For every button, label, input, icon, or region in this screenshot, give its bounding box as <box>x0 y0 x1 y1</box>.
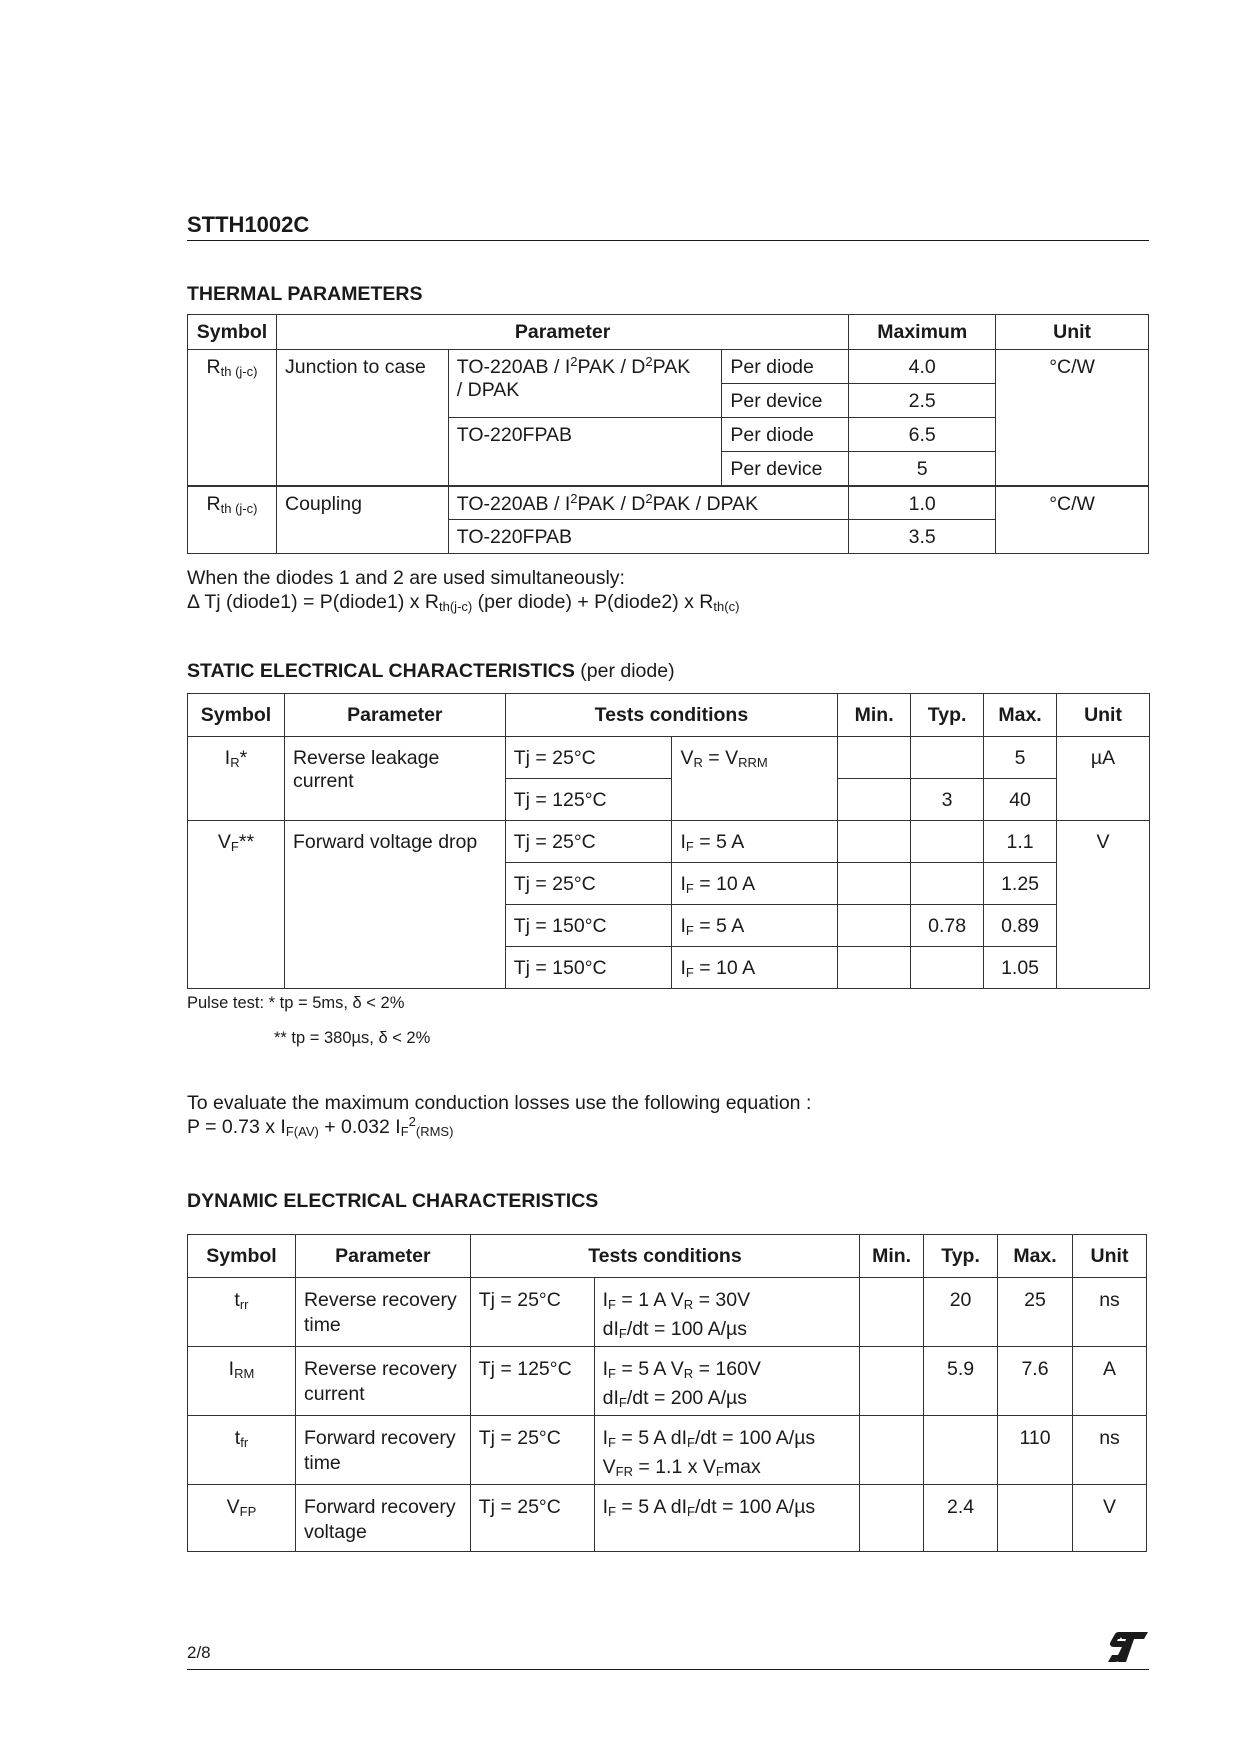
max-value: 4.0 <box>849 350 996 384</box>
if-condition: $I_F = 10$ A <box>672 947 838 989</box>
min-cell <box>860 1416 924 1485</box>
min-cell <box>838 947 911 989</box>
title-rule <box>187 240 1149 241</box>
header-max: Max. <box>984 694 1057 737</box>
tj-cell: Tj = 25°C <box>505 737 672 779</box>
param-coupling: Coupling <box>276 486 448 554</box>
symbol-trr: $t_{rr}$ <box>188 1278 296 1347</box>
tj-cell: Tj = 25°C <box>470 1278 594 1347</box>
header-typ: Typ. <box>924 1235 998 1278</box>
table-header-row <box>188 315 1149 350</box>
header-symbol: Symbol <box>188 694 285 737</box>
header-typ: Typ. <box>911 694 984 737</box>
page-number: 2/8 <box>187 1643 211 1662</box>
table-row <box>188 1485 1147 1552</box>
table-row <box>188 1278 1147 1347</box>
typ-cell: 0.78 <box>911 905 984 947</box>
symbol-ir: $I_R*$ <box>188 737 285 821</box>
header-parameter: Parameter <box>276 315 848 350</box>
header-min: Min. <box>860 1235 924 1278</box>
header-symbol: Symbol <box>188 1235 296 1278</box>
unit-cell: ns <box>1072 1416 1146 1485</box>
min-cell <box>838 863 911 905</box>
header-unit: Unit <box>996 315 1149 350</box>
conditions-cell: $I_F = 1$ A $V_R = 30V$ $dI_F/dt = 100$ A/µs <box>594 1278 860 1347</box>
package-to220ab: $TO-220AB / I^2PAK / D^2PAK$ / DPAK <box>448 350 722 418</box>
max-cell: 1.1 <box>984 821 1057 863</box>
if-condition: $I_F = 5$ A <box>672 821 838 863</box>
dynamic-table <box>187 1234 1147 1552</box>
header-symbol: Symbol <box>188 315 277 350</box>
max-value: 3.5 <box>849 520 996 554</box>
typ-cell: 20 <box>924 1278 998 1347</box>
max-cell: 25 <box>998 1278 1073 1347</box>
table-header-row <box>188 694 1150 737</box>
thermal-table <box>187 314 1149 554</box>
st-logo-icon <box>1104 1629 1150 1665</box>
symbol-rth: $R_{th (j-c)}$ <box>188 350 277 486</box>
unit-cell: V <box>1072 1485 1146 1552</box>
param-cell: Reverse recovery time <box>295 1278 470 1347</box>
per-diode: Per diode <box>722 350 849 384</box>
symbol-rth: $R_{th (j-c)}$ <box>188 486 277 554</box>
per-diode: Per diode <box>722 418 849 452</box>
tj-cell: Tj = 25°C <box>470 1416 594 1485</box>
header-parameter: Parameter <box>284 694 505 737</box>
static-table <box>187 693 1150 989</box>
conditions-cell: $I_F = 5$ A $dI_F/dt = 100$ A/µs $V_{FR} = 1.1$ x $V_F\max$ <box>594 1416 860 1485</box>
symbol-vfp: $V_{FP}$ <box>188 1485 296 1552</box>
typ-cell <box>924 1416 998 1485</box>
tj-cell: Tj = 25°C <box>505 821 672 863</box>
unit-cell: V <box>1057 821 1150 989</box>
thermal-section-title: THERMAL PARAMETERS <box>187 283 423 305</box>
min-cell <box>860 1485 924 1552</box>
min-cell <box>838 905 911 947</box>
per-device: Per device <box>722 452 849 486</box>
header-min: Min. <box>838 694 911 737</box>
max-cell: 110 <box>998 1416 1073 1485</box>
equation-note: To evaluate the maximum conduction losses use the following equation : P = 0.73 x $I_{F(AV)} + 0.032$ $I_F^2_{(RMS)}$ <box>187 1092 812 1139</box>
conditions-cell: $I_F = 5$ A $V_R = 160V$ $dI_F/dt = 200$ A/µs <box>594 1347 860 1416</box>
unit-cell: A <box>1072 1347 1146 1416</box>
table-header-row <box>188 1235 1147 1278</box>
max-value: 5 <box>849 452 996 486</box>
min-cell <box>860 1278 924 1347</box>
header-unit: Unit <box>1057 694 1150 737</box>
document-title: STTH1002C <box>187 212 310 237</box>
package-to220fpab: TO-220FPAB <box>448 418 722 486</box>
conditions-cell: $I_F = 5$ A $dI_F/dt = 100$ A/µs <box>594 1485 860 1552</box>
symbol-vf: $V_F**$ <box>188 821 285 989</box>
max-cell <box>998 1485 1073 1552</box>
min-cell <box>838 779 911 821</box>
typ-cell <box>911 737 984 779</box>
typ-cell <box>911 947 984 989</box>
header-parameter: Parameter <box>295 1235 470 1278</box>
tj-cell: Tj = 25°C <box>505 863 672 905</box>
param-junction: Junction to case <box>276 350 448 486</box>
min-cell <box>860 1347 924 1416</box>
vr-condition: $V_R = V_{RRM}$ <box>672 737 838 821</box>
footer-rule <box>187 1669 1149 1670</box>
symbol-tfr: $t_{fr}$ <box>188 1416 296 1485</box>
typ-cell: 5.9 <box>924 1347 998 1416</box>
if-condition: $I_F = 10$ A <box>672 863 838 905</box>
table-row <box>188 350 1149 384</box>
max-cell: 0.89 <box>984 905 1057 947</box>
table-row <box>188 1416 1147 1485</box>
pulse-test-line1: Pulse test: * tp = 5ms, δ < 2% <box>187 994 405 1012</box>
pulse-test-line2: ** tp = 380µs, δ < 2% <box>274 1029 431 1047</box>
table-row <box>188 737 1150 779</box>
static-section-title: STATIC ELECTRICAL CHARACTERISTICS (per diode) <box>187 660 675 682</box>
header-unit: Unit <box>1072 1235 1146 1278</box>
package-to220ab: $TO-220AB / I^2PAK / D^2PAK$ / DPAK <box>448 486 848 520</box>
min-cell <box>838 821 911 863</box>
unit-cell: µA <box>1057 737 1150 821</box>
unit-value: °C/W <box>996 486 1149 554</box>
max-value: 1.0 <box>849 486 996 520</box>
unit-cell: ns <box>1072 1278 1146 1347</box>
max-cell: 7.6 <box>998 1347 1073 1416</box>
thermal-note: When the diodes 1 and 2 are used simultaneously: Δ Tj (diode1) = P(diode1) x $R_{th(j-c)}$ (per diode) + P(diode2) x $R_{th(c)}$ <box>187 567 740 614</box>
symbol-irm: $I_{RM}$ <box>188 1347 296 1416</box>
unit-value: °C/W <box>996 350 1149 486</box>
per-device: Per device <box>722 384 849 418</box>
tj-cell: Tj = 150°C <box>505 947 672 989</box>
param-reverse-leakage: Reverse leakage current <box>284 737 505 821</box>
header-maximum: Maximum <box>849 315 996 350</box>
tj-cell: Tj = 125°C <box>470 1347 594 1416</box>
dynamic-section-title: DYNAMIC ELECTRICAL CHARACTERISTICS <box>187 1190 599 1212</box>
min-cell <box>838 737 911 779</box>
package-to220fpab: TO-220FPAB <box>448 520 848 554</box>
max-cell: 1.05 <box>984 947 1057 989</box>
if-condition: $I_F = 5$ A <box>672 905 838 947</box>
max-cell: 1.25 <box>984 863 1057 905</box>
header-tests: Tests conditions <box>470 1235 859 1278</box>
max-cell: 5 <box>984 737 1057 779</box>
max-value: 2.5 <box>849 384 996 418</box>
table-row <box>188 821 1150 863</box>
typ-cell <box>911 821 984 863</box>
max-value: 6.5 <box>849 418 996 452</box>
table-row <box>188 486 1149 520</box>
param-cell: Forward recovery voltage <box>295 1485 470 1552</box>
param-forward-voltage: Forward voltage drop <box>284 821 505 989</box>
max-cell: 40 <box>984 779 1057 821</box>
header-tests: Tests conditions <box>505 694 837 737</box>
tj-cell: Tj = 25°C <box>470 1485 594 1552</box>
tj-cell: Tj = 125°C <box>505 779 672 821</box>
typ-cell: 3 <box>911 779 984 821</box>
typ-cell <box>911 863 984 905</box>
param-cell: Reverse recovery current <box>295 1347 470 1416</box>
header-max: Max. <box>998 1235 1073 1278</box>
table-row <box>188 1347 1147 1416</box>
typ-cell: 2.4 <box>924 1485 998 1552</box>
tj-cell: Tj = 150°C <box>505 905 672 947</box>
param-cell: Forward recovery time <box>295 1416 470 1485</box>
